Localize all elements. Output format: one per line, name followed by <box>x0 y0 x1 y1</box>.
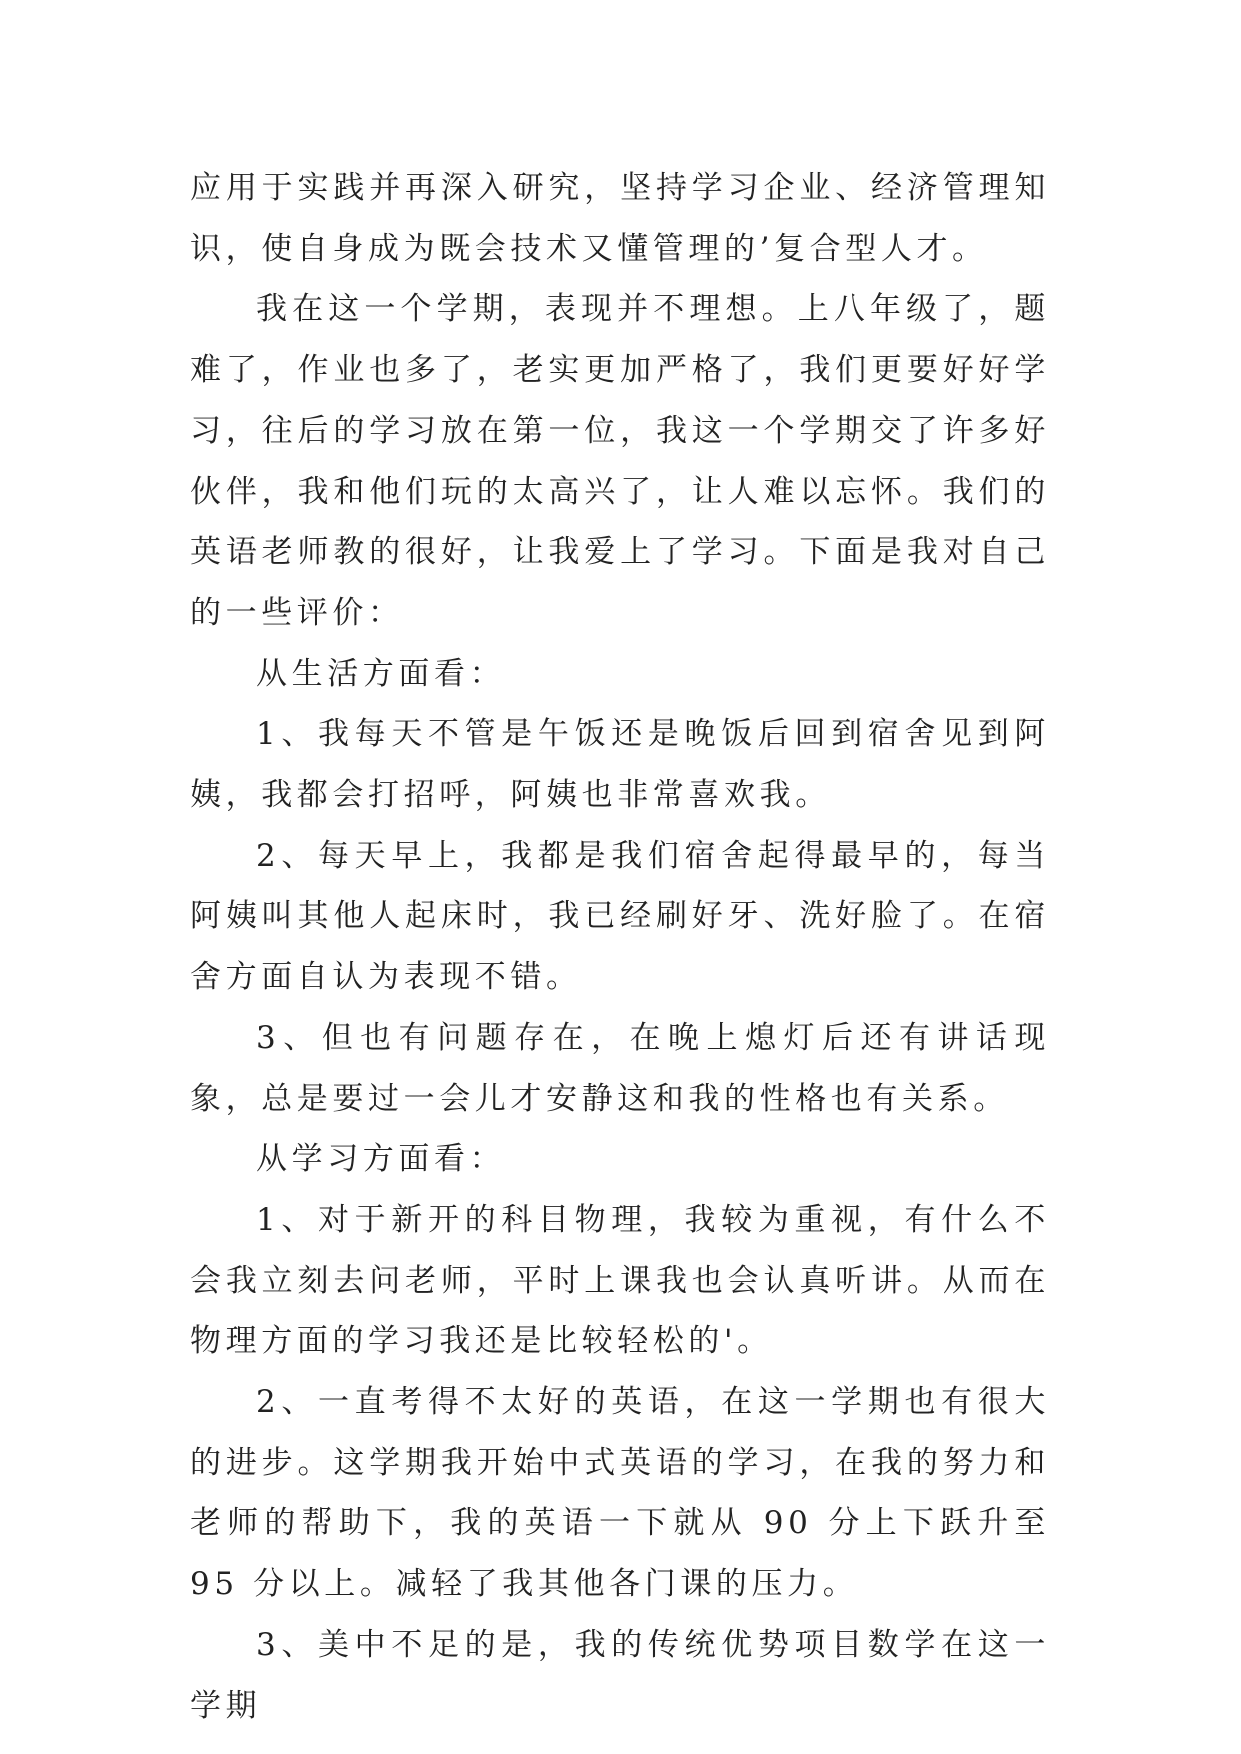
study-item-2: 2、一直考得不太好的英语，在这一学期也有很大的进步。这学期我开始中式英语的学习，在我的努力和老师的帮助下，我的英语一下就从 90 分上下跃升至 95 分以上。减轻了我其他各门课的压力。 <box>190 1384 1050 1603</box>
paragraph-continuation: 应用于实践并再深入研究，坚持学习企业、经济管理知识，使自身成为既会技术又懂管理的’复合型人才。 <box>190 170 1050 267</box>
paragraph-semester-review: 我在这一个学期，表现并不理想。上八年级了，题难了，作业也多了，老实更加严格了，我们更要好好学习，往后的学习放在第一位，我这一个学期交了许多好伙伴，我和他们玩的太高兴了，让人难以忘怀。我们的英语老师教的很好，让我爱上了学习。下面是我对自己的一些评价： <box>190 291 1050 631</box>
life-item-3: 3、但也有问题存在，在晚上熄灯后还有讲话现象，总是要过一会儿才安静这和我的性格也有关系。 <box>190 1019 1050 1117</box>
study-item-1: 1、对于新开的科目物理，我较为重视，有什么不会我立刻去问老师，平时上课我也会认真听讲。从而在物理方面的学习我还是比较轻松的'。 <box>190 1201 1050 1360</box>
heading-study-aspect: 从学习方面看： <box>256 1141 506 1178</box>
study-item-3: 3、美中不足的是，我的传统优势项目数学在这一学期 <box>190 1626 1050 1724</box>
body-text <box>190 158 1050 1736</box>
life-item-1: 1、我每天不管是午饭还是晚饭后回到宿舍见到阿姨，我都会打招呼，阿姨也非常喜欢我。 <box>190 716 1050 814</box>
life-item-2: 2、每天早上，我都是我们宿舍起得最早的，每当阿姨叫其他人起床时，我已经刷好牙、洗好脸了。在宿舍方面自认为表现不错。 <box>190 837 1050 996</box>
heading-life-aspect: 从生活方面看： <box>256 655 506 692</box>
